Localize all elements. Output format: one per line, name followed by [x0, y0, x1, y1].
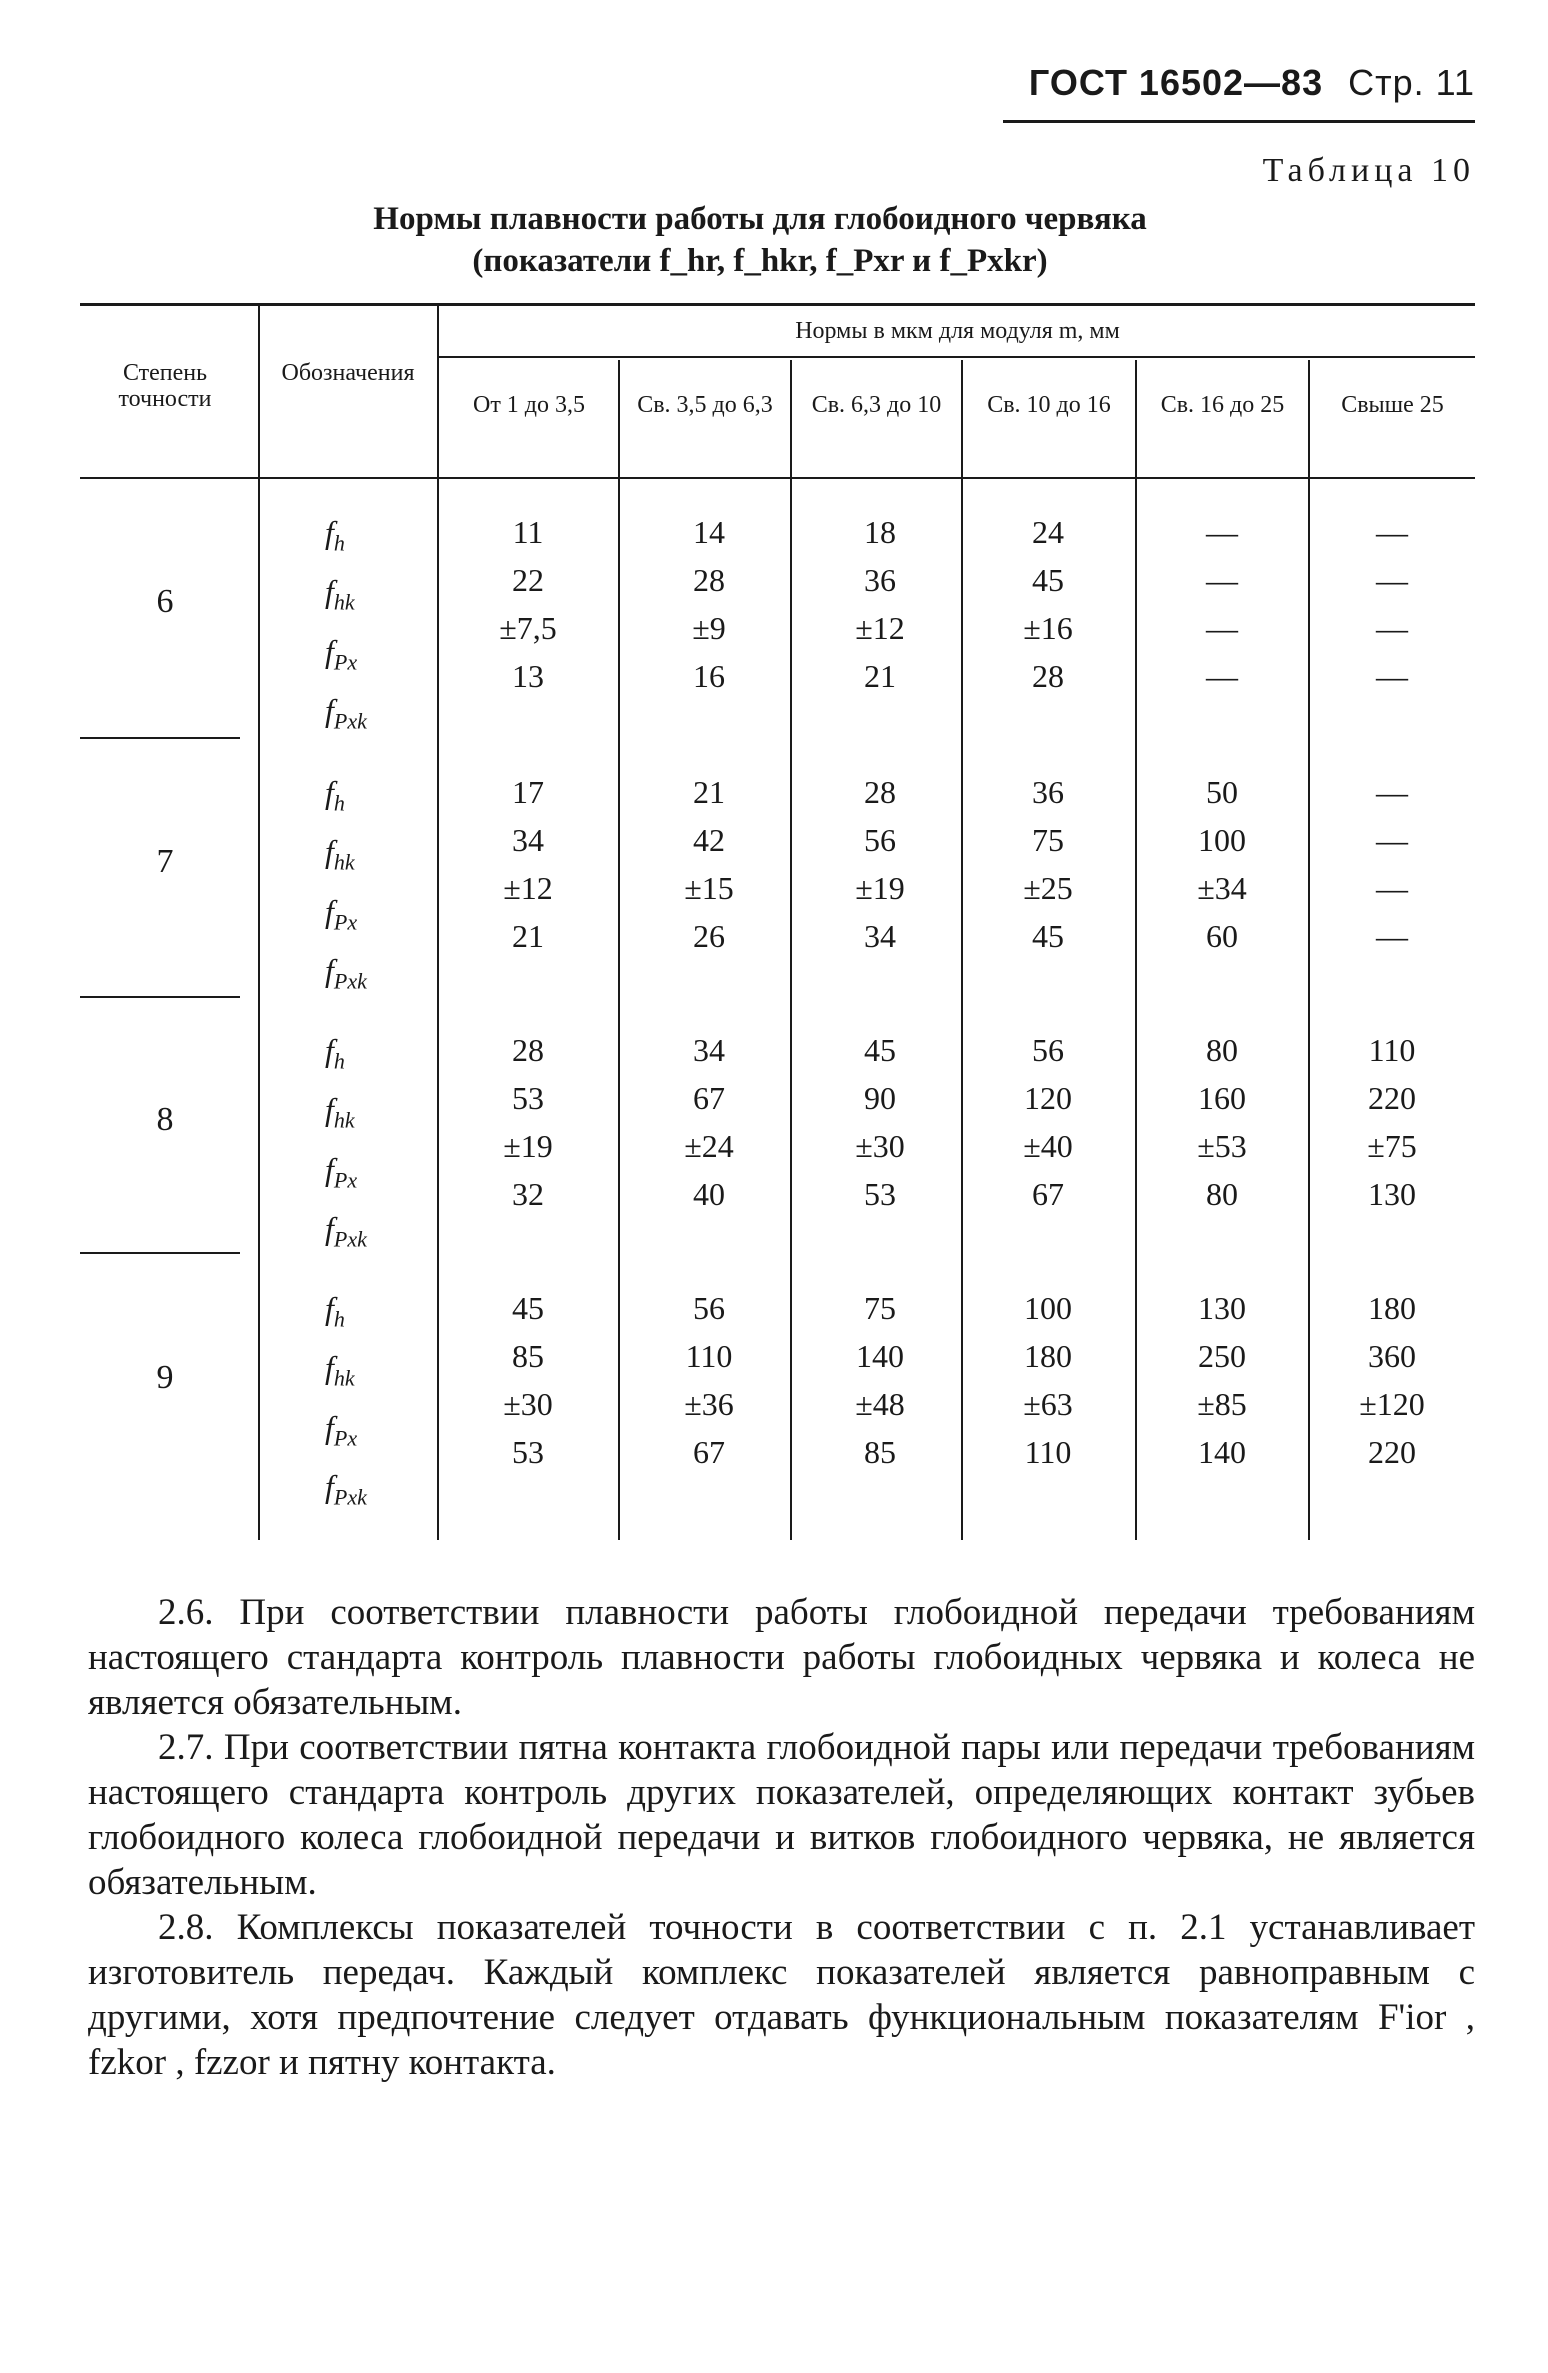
value-cell: ±53 — [1197, 1128, 1247, 1164]
value-column — [629, 508, 789, 700]
value-cell: ±19 — [503, 1128, 553, 1164]
doc-code: ГОСТ 16502—83 — [1028, 62, 1324, 103]
value-cell: ±12 — [503, 870, 553, 906]
value-column — [800, 508, 960, 700]
value-cell: 28 — [512, 1032, 544, 1068]
value-cell: ±24 — [684, 1128, 734, 1164]
column-line — [1135, 360, 1137, 1540]
value-cell: 36 — [864, 562, 896, 598]
value-cell: — — [1206, 514, 1238, 550]
value-cell: ±34 — [1197, 870, 1247, 906]
header-rule — [1003, 120, 1475, 123]
value-cell: ±30 — [503, 1386, 553, 1422]
value-cell: ±9 — [692, 610, 726, 646]
module-header: Свыше 25 — [1341, 392, 1444, 418]
value-cell: — — [1376, 658, 1408, 694]
value-cell: 75 — [1032, 822, 1064, 858]
value-cell: 60 — [1206, 918, 1238, 954]
designation-symbol: $f_h$ — [325, 1032, 345, 1074]
value-cell: 110 — [1368, 1032, 1416, 1068]
value-cell: 67 — [693, 1080, 725, 1116]
value-cell: 17 — [512, 774, 544, 810]
page-header — [1000, 62, 1475, 104]
value-cell: 220 — [1368, 1080, 1416, 1116]
designation-symbol: $f_{hk}$ — [325, 1091, 355, 1133]
value-cell: 85 — [864, 1434, 896, 1470]
value-cell: 67 — [693, 1434, 725, 1470]
degree-cell: 8 — [156, 1101, 174, 1138]
value-cell: ±15 — [684, 870, 734, 906]
value-cell: 110 — [685, 1338, 733, 1374]
value-cell: — — [1376, 562, 1408, 598]
value-cell: ±120 — [1359, 1386, 1425, 1422]
value-column — [1142, 1284, 1302, 1476]
value-cell: ±85 — [1197, 1386, 1247, 1422]
value-column — [1312, 768, 1472, 960]
designation-cell — [325, 1026, 367, 1264]
value-column — [1312, 1284, 1472, 1476]
table-title-line1: Нормы плавности работы для глобоидного червяка — [373, 201, 1147, 237]
degree-cell: 7 — [156, 843, 174, 880]
value-column — [448, 508, 608, 700]
designation-symbol: $f_{hk}$ — [325, 573, 355, 615]
value-cell: 250 — [1198, 1338, 1246, 1374]
degree-cell: 9 — [156, 1359, 174, 1396]
value-cell: 180 — [1368, 1290, 1416, 1326]
value-column — [629, 1026, 789, 1218]
value-cell: 42 — [693, 822, 725, 858]
value-cell: 34 — [693, 1032, 725, 1068]
page-number: Стр. 11 — [1348, 62, 1475, 103]
column-line — [618, 360, 620, 1540]
value-cell: 24 — [1032, 514, 1064, 550]
value-cell: 120 — [1024, 1080, 1072, 1116]
value-cell: 45 — [1032, 918, 1064, 954]
designation-cell — [325, 768, 367, 1006]
designation-symbol: $f_{Pxk}$ — [325, 1210, 367, 1252]
value-cell: 45 — [512, 1290, 544, 1326]
module-header: От 1 до 3,5 — [472, 392, 586, 418]
value-cell: 220 — [1368, 1434, 1416, 1470]
value-cell: 50 — [1206, 774, 1238, 810]
value-cell: 40 — [693, 1176, 725, 1212]
value-cell: — — [1376, 870, 1408, 906]
column-line — [790, 360, 792, 1540]
table-top-rule — [80, 303, 1475, 306]
designation-symbol: $f_{Pxk}$ — [325, 1468, 367, 1510]
value-cell: 140 — [1198, 1434, 1246, 1470]
value-cell: — — [1206, 658, 1238, 694]
column-line — [1308, 360, 1310, 1540]
header-degree: Степень точности — [118, 360, 212, 412]
value-cell: 21 — [512, 918, 544, 954]
value-column — [1142, 768, 1302, 960]
value-column — [968, 508, 1128, 700]
value-cell: 80 — [1206, 1032, 1238, 1068]
value-column — [448, 1026, 608, 1218]
paragraph-2-8: 2.8. Комплексы показателей точности в соответствии с п. 2.1 устанавливает изготовитель передач. Каждый комплекс показателей является равноправным с другими, хотя предпочтение следует отдавать функциональным показателям F'ior , fzkor , fzzor и пятну контакта. — [88, 1907, 1475, 2083]
value-cell: 45 — [864, 1032, 896, 1068]
value-cell: 80 — [1206, 1176, 1238, 1212]
designation-symbol: $f_{Px}$ — [325, 1150, 358, 1193]
value-cell: 53 — [512, 1080, 544, 1116]
table-label: Таблица 10 — [1262, 152, 1475, 189]
value-cell: 100 — [1024, 1290, 1072, 1326]
value-cell: — — [1376, 822, 1408, 858]
value-cell: — — [1206, 562, 1238, 598]
value-cell: 110 — [1024, 1434, 1072, 1470]
value-cell: ±16 — [1023, 610, 1073, 646]
value-column — [1312, 1026, 1472, 1218]
value-column — [800, 1026, 960, 1218]
value-cell: 14 — [693, 514, 725, 550]
value-cell: 16 — [693, 658, 725, 694]
value-cell: 160 — [1198, 1080, 1246, 1116]
degree-cell: 6 — [156, 583, 174, 620]
body-text — [88, 1590, 1475, 2085]
value-cell: 34 — [864, 918, 896, 954]
value-column — [448, 768, 608, 960]
group-divider — [80, 737, 240, 739]
value-cell: ±19 — [855, 870, 905, 906]
value-cell: 85 — [512, 1338, 544, 1374]
designation-cell — [325, 508, 367, 746]
value-cell: ±7,5 — [499, 610, 557, 646]
designation-cell — [325, 1284, 367, 1522]
value-cell: 28 — [1032, 658, 1064, 694]
module-header: Св. 16 до 25 — [1160, 392, 1285, 418]
value-column — [448, 1284, 608, 1476]
value-cell: — — [1376, 918, 1408, 954]
value-cell: ±30 — [855, 1128, 905, 1164]
value-column — [629, 768, 789, 960]
module-header: Св. 3,5 до 6,3 — [637, 392, 773, 418]
header-designation: Обозначения — [281, 360, 415, 386]
value-cell: 90 — [864, 1080, 896, 1116]
module-header: Св. 10 до 16 — [987, 392, 1111, 418]
value-cell: ±63 — [1023, 1386, 1073, 1422]
value-cell: 56 — [864, 822, 896, 858]
value-cell: — — [1206, 610, 1238, 646]
value-column — [800, 768, 960, 960]
value-cell: 21 — [693, 774, 725, 810]
value-cell: 26 — [693, 918, 725, 954]
designation-symbol: $f_{hk}$ — [325, 833, 355, 875]
value-cell: ±12 — [855, 610, 905, 646]
designation-symbol: $f_{Px}$ — [325, 1408, 358, 1451]
norms-header-rule — [437, 356, 1475, 358]
value-column — [968, 1284, 1128, 1476]
value-cell: ±36 — [684, 1386, 734, 1422]
value-column — [629, 1284, 789, 1476]
value-cell: 28 — [864, 774, 896, 810]
module-header: Св. 6,3 до 10 — [811, 392, 942, 418]
designation-symbol: $f_{Px}$ — [325, 632, 358, 675]
value-cell: ±75 — [1367, 1128, 1417, 1164]
group-divider — [80, 1252, 240, 1254]
value-cell: 140 — [856, 1338, 904, 1374]
designation-symbol: $f_h$ — [325, 514, 345, 556]
value-cell: 53 — [512, 1434, 544, 1470]
value-column — [800, 1284, 960, 1476]
value-cell: 22 — [512, 562, 544, 598]
value-cell: 36 — [1032, 774, 1064, 810]
group-divider — [80, 996, 240, 998]
value-cell: 130 — [1368, 1176, 1416, 1212]
designation-symbol: $f_{Pxk}$ — [325, 692, 367, 734]
value-cell: 53 — [864, 1176, 896, 1212]
value-cell: 18 — [864, 514, 896, 550]
value-column — [1142, 508, 1302, 700]
value-cell: ±48 — [855, 1386, 905, 1422]
value-cell: ±40 — [1023, 1128, 1073, 1164]
column-line — [437, 305, 439, 1540]
value-cell: 180 — [1024, 1338, 1072, 1374]
value-cell: 21 — [864, 658, 896, 694]
designation-symbol: $f_{Pxk}$ — [325, 952, 367, 994]
value-cell: 67 — [1032, 1176, 1064, 1212]
value-cell: 360 — [1368, 1338, 1416, 1374]
value-cell: 100 — [1198, 822, 1246, 858]
header-norms: Нормы в мкм для модуля m, мм — [795, 318, 1120, 344]
value-cell: — — [1376, 610, 1408, 646]
value-cell: 28 — [693, 562, 725, 598]
value-column — [968, 768, 1128, 960]
header-bottom-rule — [80, 477, 1475, 479]
table-title-line2: (показатели f_hr, f_hkr, f_Pxr и f_Pxkr) — [472, 243, 1048, 279]
table-title — [260, 198, 1260, 282]
value-column — [1142, 1026, 1302, 1218]
value-column — [968, 1026, 1128, 1218]
value-cell: — — [1376, 514, 1408, 550]
designation-symbol: $f_{hk}$ — [325, 1349, 355, 1391]
value-cell: 56 — [693, 1290, 725, 1326]
designation-symbol: $f_h$ — [325, 1290, 345, 1332]
value-cell: 32 — [512, 1176, 544, 1212]
designation-symbol: $f_{Px}$ — [325, 892, 358, 935]
value-cell: 56 — [1032, 1032, 1064, 1068]
designation-symbol: $f_h$ — [325, 774, 345, 816]
value-cell: — — [1376, 774, 1408, 810]
paragraph-2-7: 2.7. При соответствии пятна контакта глобоидной пары или передачи требованиям настоящего стандарта контроль других показателей, определяющих контакт зубьев глобоидного колеса глобоидной передачи и витков глобоидного червяка, не является обязательным. — [88, 1727, 1475, 1903]
value-column — [1312, 508, 1472, 700]
value-cell: 13 — [512, 658, 544, 694]
value-cell: ±25 — [1023, 870, 1073, 906]
value-cell: 75 — [864, 1290, 896, 1326]
paragraph-2-6: 2.6. При соответствии плавности работы глобоидной передачи требованиям настоящего стандарта контроль плавности работы глобоидных червяка и колеса не является обязательным. — [88, 1592, 1475, 1723]
value-cell: 11 — [512, 514, 544, 550]
column-line — [961, 360, 963, 1540]
column-line — [258, 480, 260, 1540]
value-cell: 34 — [512, 822, 544, 858]
value-cell: 130 — [1198, 1290, 1246, 1326]
value-cell: 45 — [1032, 562, 1064, 598]
